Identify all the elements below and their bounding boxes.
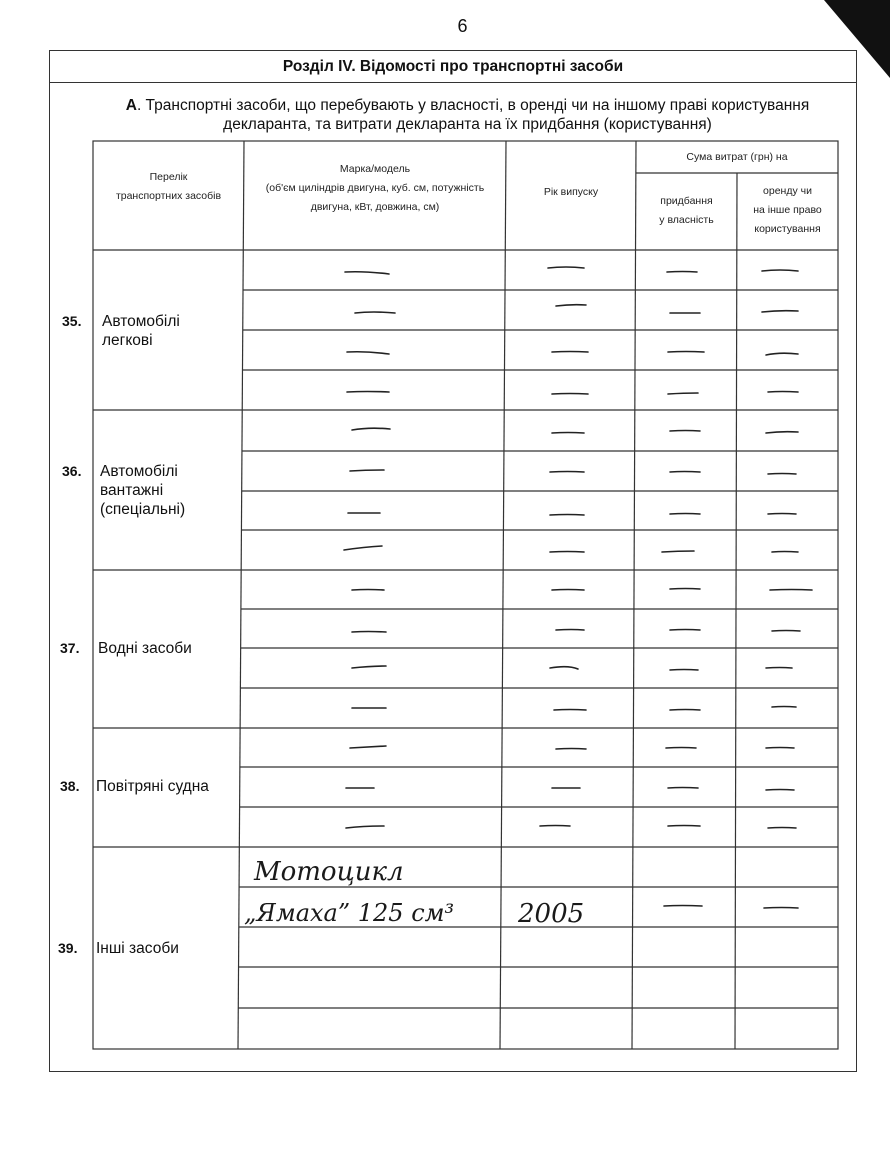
- handwritten-model-line2: „Ямаха” 125 см³: [244, 899, 455, 927]
- category-label-line: легкові: [102, 332, 153, 349]
- header-purchase-line1: придбання: [660, 195, 713, 207]
- category-label-water-vehicles: Водні засоби: [98, 640, 192, 657]
- category-number-37: 37.: [60, 640, 80, 656]
- category-label-line: Автомобілі: [102, 313, 180, 330]
- page-number: 6: [457, 16, 468, 36]
- header-model-line1: Марка/модель: [339, 163, 411, 175]
- header-rent-line1: оренду чи: [763, 185, 812, 197]
- handwritten-year: 2005: [518, 899, 585, 929]
- category-label-aircraft: Повітряні судна: [96, 778, 209, 795]
- category-number-39: 39.: [58, 940, 78, 956]
- header-model-line2: (об'єм циліндрів двигуна, куб. см, потужність: [265, 182, 485, 194]
- handwritten-model-line1: Мотоцикл: [254, 857, 404, 887]
- category-label-line: вантажні: [100, 482, 164, 499]
- header-list-line2: транспортних засобів: [115, 190, 222, 202]
- category-label-line: Автомобілі: [100, 463, 178, 480]
- category-number-35: 35.: [62, 313, 82, 329]
- header-expenses: Сума витрат (грн) на: [686, 151, 788, 163]
- category-number-38: 38.: [60, 778, 80, 794]
- header-list-line1: Перелік: [149, 171, 188, 183]
- header-purchase-line2: у власність: [659, 214, 714, 226]
- category-number-36: 36.: [62, 463, 82, 479]
- header-year: Рік випуску: [543, 186, 599, 198]
- section-title: Розділ IV. Відомості про транспортні засоби: [49, 50, 857, 83]
- subsection-letter: А: [125, 97, 137, 114]
- header-model-line3: двигуна, кВт, довжина, см): [310, 201, 440, 213]
- header-rent-line2: на інше право: [753, 204, 822, 216]
- category-label-other: Інші засоби: [96, 940, 179, 957]
- header-rent-line3: користування: [754, 223, 821, 235]
- category-label-line: (спеціальні): [100, 501, 186, 518]
- subsection-text: . Транспортні засоби, що перебувають у власності, в оренді чи на іншому праві користування декларанта, та витрати декларанта на їх придбання (користування): [136, 97, 810, 133]
